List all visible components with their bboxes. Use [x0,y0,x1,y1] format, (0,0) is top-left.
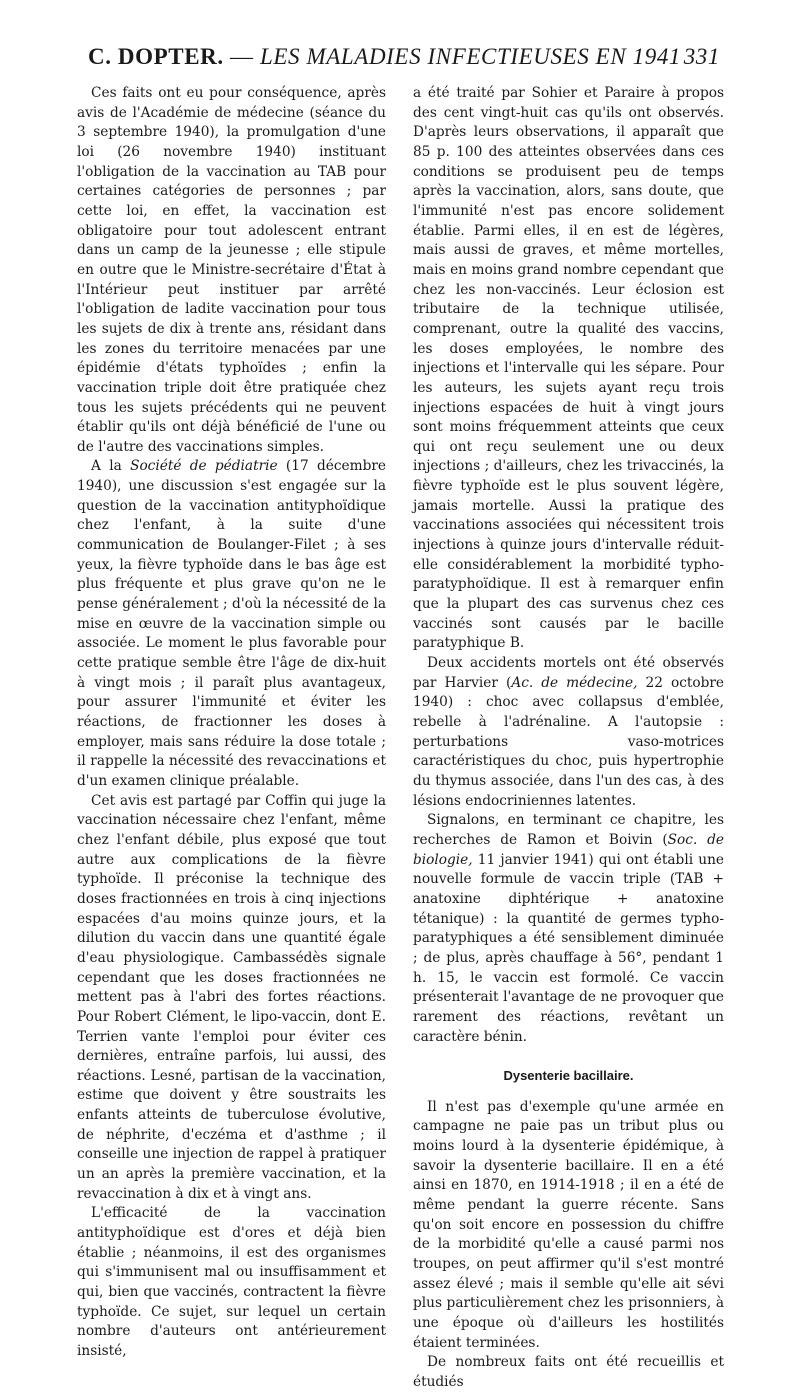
left-column [77,84,387,1359]
header-author: C. DOPTER. [88,44,224,69]
header-title: LES MALADIES INFECTIEUSES EN 1941 [260,44,682,69]
right-paragraph-4: Il n'est pas d'exemple qu'une armée en campagne ne paie pas un tribut plus ou moins lourd à la dysenterie épidémique, à savoir la dysenterie bacillaire. Il en a été ainsi en 1870, en 1914-1918 ; il en a été de même pendant la guerre récente. Sans qu'on soit encore en possession du chiffre de la morbidité qu'elle a causé parmi nos troupes, on peut affirmer qu'il s'est montré assez élevé ; mais il semble qu'elle ait sévi plus particulièrement chez les prisonniers, à une époque où d'ailleurs les hostilités étaient terminées. [413,1098,724,1351]
right-paragraph-3-ref: Soc. de biologie, [413,831,724,868]
right-paragraph-2-lead: Deux accidents mortels ont été observés par Harvier ( [413,655,724,691]
header-dash: — [223,44,261,69]
right-paragraph-3-lead: Signalons, en terminant ce chapitre, les recherches de Ramon et Boivin ( [413,812,724,848]
page-number: 331 [683,44,720,69]
right-paragraph-3 [413,811,724,1047]
left-paragraph-2 [77,457,386,791]
left-paragraph-2-lead: A la [91,458,131,475]
right-paragraph-2-rest: 22 octobre 1940) : choc avec collapsus d'emblée, rebelle à l'adrénaline. A l'autopsie : perturbations vaso-motrices caractéristiques du choc, puis hypertrophie du thymus associée, dans l'un des cas, à des lésions endocriniennes latentes. [413,674,725,809]
right-paragraph-2 [413,654,724,811]
left-paragraph-1: Ces faits ont eu pour conséquence, après avis de l'Académie de médecine (séance du 3 septembre 1940), la promulgation d'une loi (26 novembre 1940) instituant l'obligation de la vaccination au TAB pour certaines catégories de personnes ; par cette loi, en effet, la vaccination est obligatoire pour tout adolescent entrant dans un camp de la jeunesse ; elle stipule en outre que le Ministre-secrétaire d'État à l'Intérieur peut instituer par arrêté l'obligation de ladite vaccination pour tous les sujets de dix à trente ans, résidant dans les zones du territoire menacées par une épidémie d'états typhoïdes ; enfin la vaccination triple doit être pratiquée chez tous les sujets précédents qui ne peuvent établir qu'ils ont déjà bénéficié de l'une ou de l'autre des vaccinations simples. [77,85,386,455]
right-paragraph-1: a été traité par Sohier et Paraire à propos des cent vingt-huit cas qu'ils ont observés. D'après leurs observations, il apparaît que 85 p. 100 des atteintes observées dans ces conditions se produisent peu de temps après la vaccination, alors, sans doute, que l'immunité n'est pas encore solidement établie. Parmi elles, il en est de légères, mais aussi de graves, et même mortelles, mais en moins grand nombre cependant que chez les non-vaccinés. Leur éclosion est tributaire de la technique utilisée, comprenant, outre la qualité des vaccins, les doses employées, le nombre des injections et l'intervalle qui les sépare. Pour les auteurs, les sujets ayant reçu trois injections espacées de huit à vingt jours sont moins fréquemment atteints que ceux qui ont reçu seulement une ou deux injections ; d'ailleurs, chez les trivaccinés, la fièvre typhoïde est le plus souvent légère, jamais mortelle. Aussi la pratique des vaccinations associées qui nécessitent trois injections à quinze jours d'intervalle réduit-elle considérablement la morbidité typho-paratyphoïdique. Il est à remarquer enfin que la plupart des cas survenus chez ces vaccinés sont causés par le bacille paratyphique B. [413,85,724,652]
section-heading: Dysenterie bacillaire. [503,1068,634,1084]
left-paragraph-2-society: Société de pédiatrie [130,458,278,475]
right-column [413,84,725,1390]
right-paragraph-3-rest: 11 janvier 1941) qui ont établi une nouvelle formule de vaccin triple (TAB + anatoxine diphtérique + anatoxine tétanique) : la quantité de germes typho-paratyphiques a été sensiblement diminuée ; de plus, après chauffage à 56°, pendant 1 h. 15, le vaccin est formolé. Ce vaccin présenterait l'avantage de ne provoquer que rarement des réactions, revêtant un caractère bénin. [413,851,724,1045]
right-paragraph-5: De nombreux faits ont été recueillis et étudiés [413,1354,724,1390]
left-paragraph-3: Cet avis est partagé par Coffin qui juge la vaccination nécessaire chez l'enfant, même chez l'enfant débile, plus exposé que tout autre aux complications de la fièvre typhoïde. Il préconise la technique des doses fractionnées en trois à cinq injections espacées d'au moins quinze jours, et la dilution du vaccin dans une quantité égale d'eau physiologique. Cambassédès signale cependant que les doses fractionnées ne mettent pas à l'abri des fortes réactions. Pour Robert Clément, le lipo-vaccin, dont E. Terrien vante l'emploi pour éviter ces dernières, entraîne parfois, lui aussi, des réactions. Lesné, partisan de la vaccination, estime que doivent y être soustraits les enfants atteints de tuberculose évolutive, de néphrite, d'eczéma et d'asthme ; il conseille une injection de rappel à pratiquer un an après la première vaccination, et la revaccination à dix et à vingt ans. [77,792,386,1202]
running-header [88,44,720,78]
left-paragraph-4: L'efficacité de la vaccination antityphoïdique est d'ores et déjà bien établie ; néanmoins, il est des organismes qui s'immunisent mal ou insuffisamment et qui, bien que vaccinés, contractent la fièvre typhoïde. Ce sujet, sur lequel un certain nombre d'auteurs ont antérieurement insisté, [77,1205,386,1359]
left-paragraph-2-rest: (17 décembre 1940), une discussion s'est engagée sur la question de la vaccination antityphoïdique chez l'enfant, à la suite d'une communication de Boulanger-Filet ; à ses yeux, la fièvre typhoïde dans le bas âge est plus fréquente et plus grave qu'on ne le pense généralement ; d'où la nécessité de la mise en œuvre de la vaccination simple ou associée. Le moment le plus favorable pour cette pratique semble être l'âge de dix-huit à vingt mois ; il paraît plus avantageux, pour assurer l'immunité et éviter les réactions, de fractionner les doses à employer, mais sans réduire la dose totale ; il rappelle la nécessité des revaccinations et d'un examen clinique préalable. [77,458,387,789]
right-paragraph-2-ref: Ac. de médecine, [511,674,638,691]
